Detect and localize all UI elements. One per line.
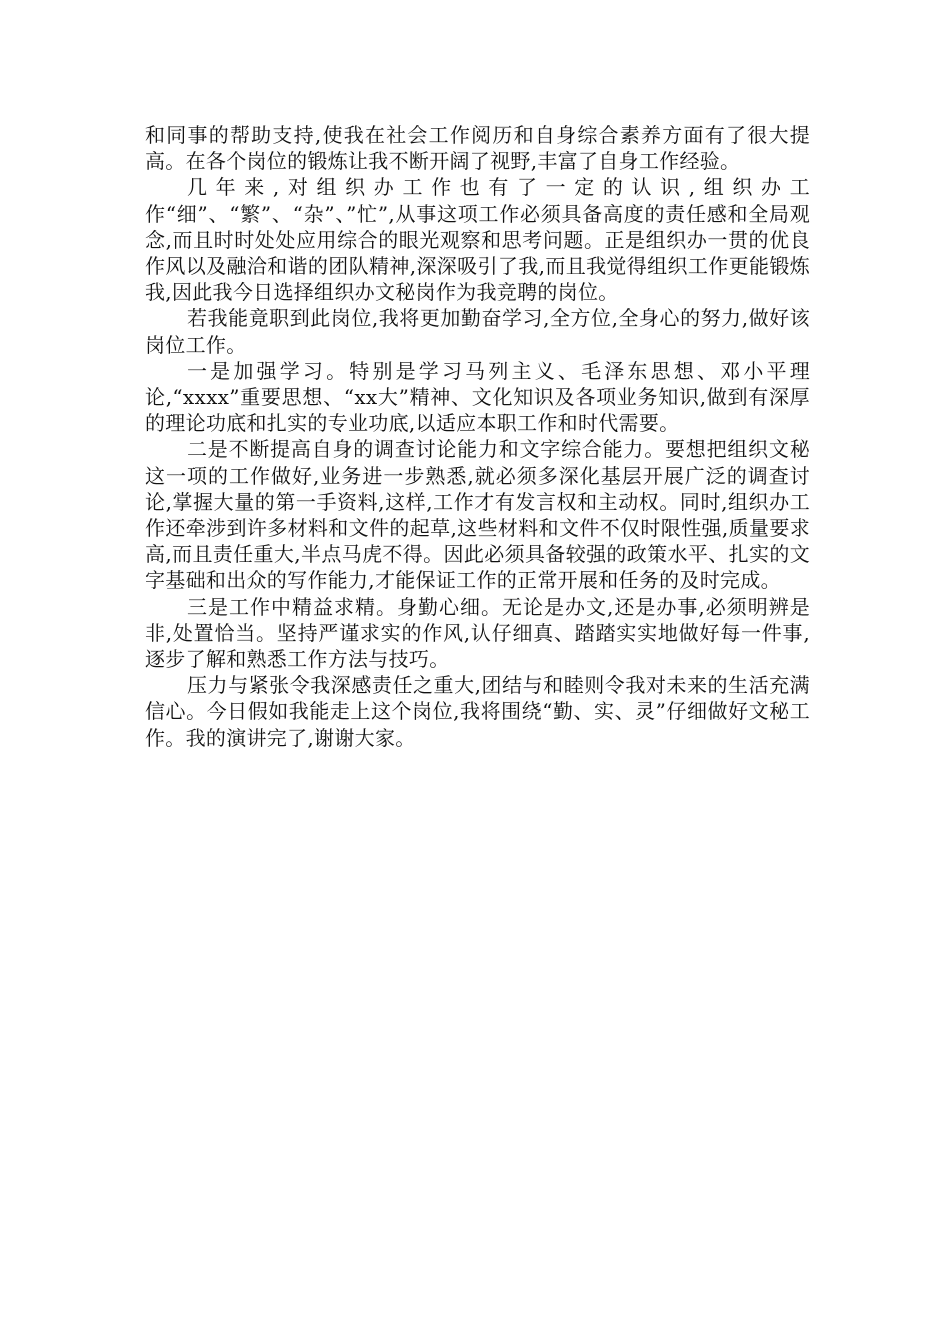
paragraph-6: 三是工作中精益求精。身勤心细。无论是办文,还是办事,必须明辨是非,处置恰当。坚持严谨求实的作风,认仔细真、踏踏实实地做好每一件事,逐步了解和熟悉工作方法与技巧。	[145, 594, 810, 672]
document-body	[145, 122, 810, 751]
paragraph-4: 一是加强学习。特别是学习马列主义、毛泽东思想、邓小平理论,“xxxx”重要思想、“xx大”精神、文化知识及各项业务知识,做到有深厚的理论功底和扎实的专业功底,以适应本职工作和时代需要。	[145, 358, 810, 436]
paragraph-7: 压力与紧张令我深感责任之重大,团结与和睦则令我对未来的生活充满信心。今日假如我能走上这个岗位,我将围绕“勤、实、灵”仔细做好文秘工作。我的演讲完了,谢谢大家。	[145, 673, 810, 750]
paragraph-2: 几年来,对组织办工作也有了一定的认识,组织办工作“细”、“繁”、“杂”、”忙”,从事这项工作必须具备高度的责任感和全局观念,而且时时处处应用综合的眼光观察和思考问题。正是组织办一贯的优良作风以及融洽和谐的团队精神,深深吸引了我,而且我觉得组织工作更能锻炼我,因此我今日选择组织办文秘岗作为我竞聘的岗位。	[145, 175, 810, 305]
paragraph-1: 和同事的帮助支持,使我在社会工作阅历和自身综合素养方面有了很大提高。在各个岗位的锻炼让我不断开阔了视野,丰富了自身工作经验。	[145, 123, 810, 174]
paragraph-5: 二是不断提高自身的调查讨论能力和文字综合能力。要想把组织文秘这一项的工作做好,业务进一步熟悉,就必须多深化基层开展广泛的调查讨论,掌握大量的第一手资料,这样,工作才有发言权和主动权。同时,组织办工作还牵涉到许多材料和文件的起草,这些材料和文件不仅时限性强,质量要求高,而且责任重大,半点马虎不得。因此必须具备较强的政策水平、扎实的文字基础和出众的写作能力,才能保证工作的正常开展和任务的及时完成。	[145, 437, 810, 593]
paragraph-3: 若我能竟职到此岗位,我将更加勤奋学习,全方位,全身心的努力,做好该岗位工作。	[145, 306, 810, 357]
